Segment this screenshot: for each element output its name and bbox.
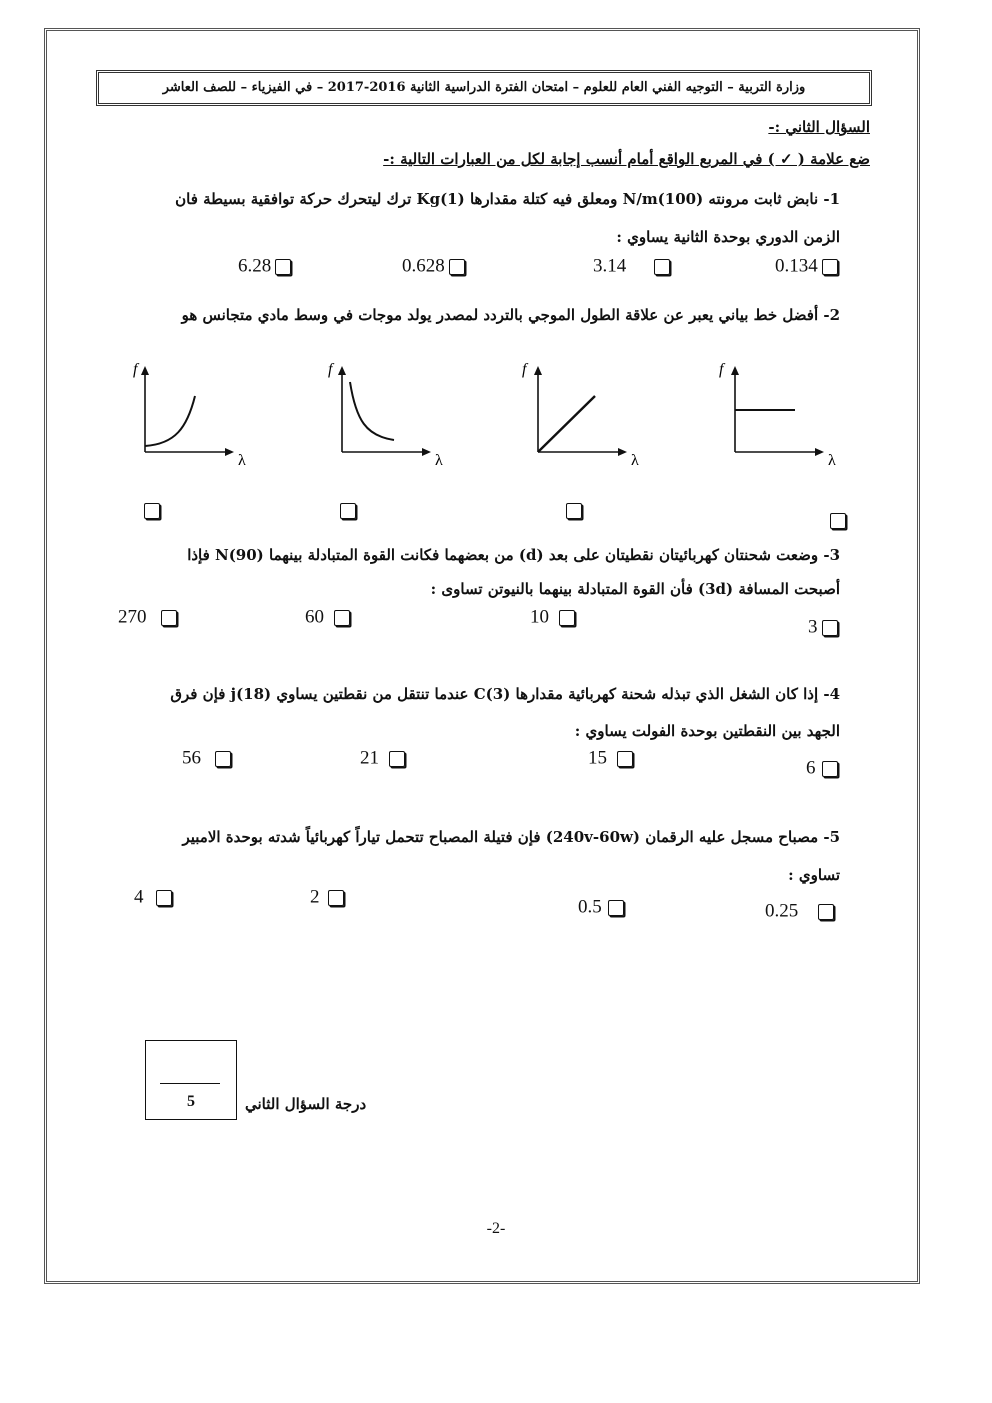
- question-4-options: [110, 747, 845, 777]
- checkbox-icon[interactable]: [566, 503, 582, 519]
- grade-box: [145, 1040, 237, 1120]
- svg-text:λ: λ: [238, 452, 246, 469]
- grade-divider: [160, 1083, 220, 1084]
- svg-text:λ: λ: [631, 452, 639, 469]
- grade-label: درجة السؤال الثاني: [245, 1095, 367, 1113]
- question-3-text-cont: أصبحت المسافة (3d) فأن القوة المتبادلة بينهما بالنيوتن تساوى :: [430, 580, 840, 598]
- checkbox-icon[interactable]: [559, 610, 575, 626]
- option[interactable]: 6.28: [238, 255, 291, 278]
- checkbox-icon[interactable]: [334, 610, 350, 626]
- graph-decreasing-curve: [322, 362, 452, 472]
- graph-increasing-curve: [125, 362, 255, 472]
- graph-straight-line: [518, 362, 648, 472]
- checkbox-icon[interactable]: [818, 904, 834, 920]
- checkbox-icon[interactable]: [617, 751, 633, 767]
- option[interactable]: 0.628: [402, 255, 465, 278]
- grade-total: 5: [187, 1093, 195, 1110]
- checkbox-icon[interactable]: [822, 259, 838, 275]
- instruction-text: ضع علامة ( ✓ ) في المربع الواقع أمام أنسب إجابة لكل من العبارات التالية :-: [383, 150, 870, 168]
- question-3-text: 3- وضعت شحنتان كهربائيتان نقطيتان على بعد (d) من بعضهما فكانت القوة المتبادلة بينهما N(90) فإذا: [187, 546, 840, 564]
- option[interactable]: 3.14: [593, 255, 670, 278]
- checkbox-icon[interactable]: [608, 900, 624, 916]
- option[interactable]: 3: [808, 616, 838, 639]
- checkbox-icon[interactable]: [144, 503, 160, 519]
- question-3-options: [110, 606, 845, 636]
- svg-text:λ: λ: [828, 452, 836, 469]
- option[interactable]: 6: [806, 757, 838, 780]
- svg-text:f: f: [133, 362, 138, 378]
- checkbox-icon[interactable]: [328, 890, 344, 906]
- checkbox-icon[interactable]: [822, 761, 838, 777]
- page-number: -2-: [486, 1220, 506, 1237]
- checkbox-icon[interactable]: [161, 610, 177, 626]
- question-1-options: [110, 255, 845, 285]
- graph-constant-line: [715, 362, 845, 472]
- option[interactable]: 4: [134, 886, 172, 909]
- option[interactable]: 21: [360, 747, 405, 770]
- question-5-text: 5- مصباح مسجل عليه الرقمان (240v-60w) فإن فتيلة المصباح تتحمل تياراً كهربائياً شدته بوحدة الامبير: [182, 828, 840, 846]
- question-4-text: 4- إذا كان الشغل الذي تبذله شحنة كهربائية مقدارها C(3) عندما تنتقل من نقطتين يساوي j(18) فإن فرق: [170, 685, 840, 703]
- checkbox-icon[interactable]: [275, 259, 291, 275]
- question-1-text-cont: الزمن الدوري بوحدة الثانية يساوي :: [616, 228, 840, 246]
- svg-text:f: f: [719, 362, 724, 378]
- checkbox-icon[interactable]: [654, 259, 670, 275]
- section-title: السؤال الثاني :-: [768, 118, 870, 136]
- question-1-text: 1- نابض ثابت مرونته N/m(100) ومعلق فيه كتلة مقدارها Kg(1) ترك ليتحرك حركة توافقية بسيطة فان: [175, 190, 840, 208]
- option[interactable]: 2: [310, 886, 344, 909]
- question-4-text-cont: الجهد بين النقطتين بوحدة الفولت يساوي :: [574, 722, 840, 740]
- option[interactable]: 270: [118, 606, 177, 629]
- checkbox-icon[interactable]: [449, 259, 465, 275]
- svg-text:λ: λ: [435, 452, 443, 469]
- option[interactable]: 15: [588, 747, 633, 770]
- option[interactable]: 0.5: [578, 896, 624, 919]
- svg-text:f: f: [522, 362, 527, 378]
- svg-text:f: f: [328, 362, 333, 378]
- question-5-options: [110, 886, 845, 922]
- option[interactable]: 56: [182, 747, 231, 770]
- exam-header: وزارة التربية – التوجيه الفني العام للعلوم – امتحان الفترة الدراسية الثانية 2016-2017 – في الفيزياء – للصف العاشر: [96, 70, 872, 106]
- checkbox-icon[interactable]: [215, 751, 231, 767]
- option[interactable]: 10: [530, 606, 575, 629]
- option[interactable]: 0.25: [765, 900, 834, 923]
- question-2-text: 2- أفضل خط بياني يعبر عن علاقة الطول الموجي بالتردد لمصدر يولد موجات في وسط مادي متجانس هو: [181, 306, 840, 324]
- checkbox-icon[interactable]: [830, 513, 846, 529]
- option[interactable]: 0.134: [775, 255, 838, 278]
- option[interactable]: 60: [305, 606, 350, 629]
- checkbox-icon[interactable]: [156, 890, 172, 906]
- checkbox-icon[interactable]: [340, 503, 356, 519]
- question-5-text-cont: تساوي :: [788, 866, 840, 884]
- checkbox-icon[interactable]: [822, 620, 838, 636]
- checkbox-icon[interactable]: [389, 751, 405, 767]
